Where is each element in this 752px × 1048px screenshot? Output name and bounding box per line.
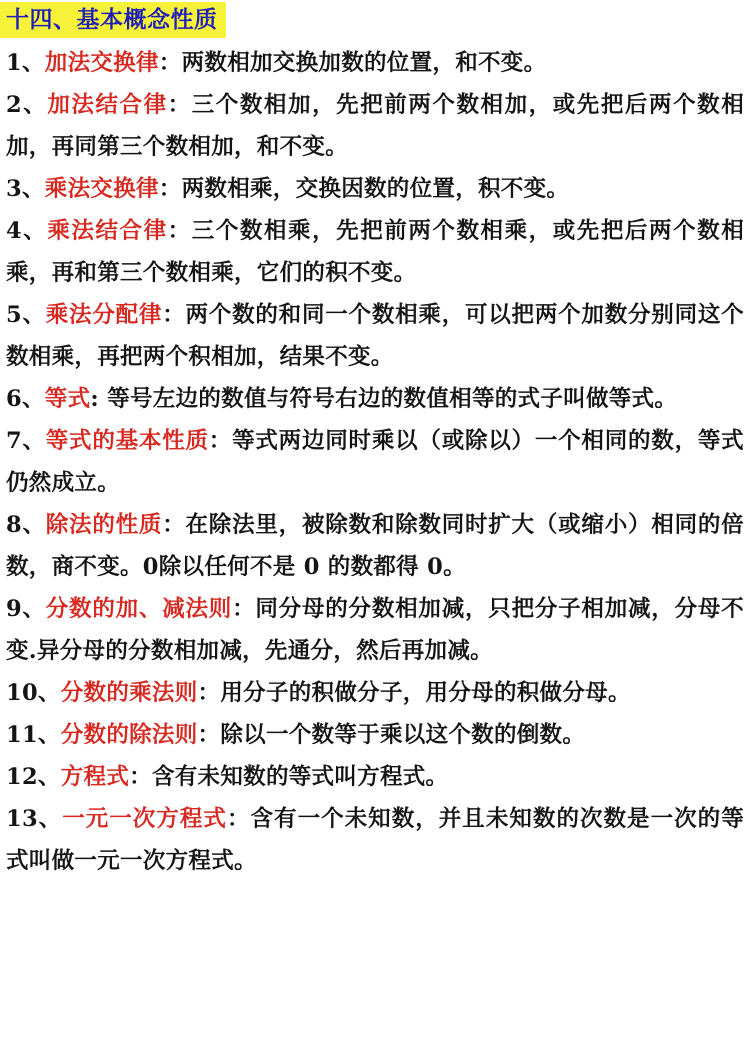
item-term: 乘法结合律 bbox=[47, 218, 168, 244]
item-colon: ： bbox=[167, 218, 192, 244]
item-term: 分数的加、减法则 bbox=[45, 596, 233, 622]
item-term: 加法交换律 bbox=[44, 50, 159, 76]
item-description: 两数相加交换加数的位置，和不变。 bbox=[181, 50, 547, 76]
item-separator: 、 bbox=[21, 218, 48, 244]
item-term: 乘法交换律 bbox=[44, 176, 159, 202]
item-colon: ： bbox=[197, 680, 221, 706]
item-term: 加法结合律 bbox=[47, 92, 168, 118]
list-item bbox=[6, 798, 744, 882]
list-item bbox=[6, 84, 744, 168]
list-item bbox=[6, 42, 744, 84]
list-item bbox=[6, 378, 744, 420]
item-separator: 、 bbox=[37, 806, 63, 832]
item-colon: ： bbox=[208, 428, 233, 454]
section-heading-wrap bbox=[0, 0, 226, 40]
list-item bbox=[6, 168, 744, 210]
item-number: 4 bbox=[6, 218, 22, 244]
item-colon: ： bbox=[226, 806, 251, 832]
item-separator: 、 bbox=[21, 176, 45, 202]
item-colon: ： bbox=[158, 176, 182, 202]
item-description: 含有未知数的等式叫方程式。 bbox=[151, 764, 449, 790]
item-separator: 、 bbox=[37, 722, 61, 748]
item-description: 两个数的和同一个数相乘，可以把两个加数分别同这个数相乘，再把两个积相加，结果不变。 bbox=[6, 302, 744, 370]
item-number: 7 bbox=[6, 428, 22, 454]
item-term: 等式的基本性质 bbox=[45, 428, 209, 454]
item-colon: : bbox=[90, 386, 108, 412]
item-separator: 、 bbox=[21, 302, 46, 328]
item-description: 除以一个数等于乘以这个数的倒数。 bbox=[220, 722, 586, 748]
item-separator: 、 bbox=[21, 596, 46, 622]
list-item bbox=[6, 756, 744, 798]
item-number: 8 bbox=[6, 512, 22, 538]
item-number: 10 bbox=[6, 680, 38, 706]
item-description: 同分母的分数相加减，只把分子相加减，分母不变.异分母的分数相加减，先通分，然后再加减。 bbox=[6, 596, 744, 664]
item-description: 等号左边的数值与符号右边的数值相等的式子叫做等式。 bbox=[107, 386, 678, 412]
list-item bbox=[6, 420, 744, 504]
item-separator: 、 bbox=[21, 50, 45, 76]
item-number: 11 bbox=[6, 722, 38, 748]
item-term: 分数的乘法则 bbox=[60, 680, 198, 706]
item-number: 13 bbox=[6, 806, 38, 832]
item-description: 用分子的积做分子，用分母的积做分母。 bbox=[220, 680, 631, 706]
item-number: 12 bbox=[6, 764, 38, 790]
section-title: 十四、基本概念性质 bbox=[0, 2, 226, 38]
item-description: 两数相乘，交换因数的位置，积不变。 bbox=[181, 176, 570, 202]
item-description: 含有一个未知数，并且未知数的次数是一次的等式叫做一元一次方程式。 bbox=[6, 806, 744, 874]
list-item bbox=[6, 210, 744, 294]
list-item bbox=[6, 504, 744, 588]
list-item bbox=[6, 588, 744, 672]
item-separator: 、 bbox=[21, 92, 48, 118]
concept-list bbox=[6, 42, 744, 882]
item-colon: ： bbox=[158, 50, 182, 76]
item-number: 2 bbox=[6, 92, 22, 118]
item-colon: ： bbox=[167, 92, 192, 118]
list-item bbox=[6, 714, 744, 756]
item-term: 分数的除法则 bbox=[60, 722, 198, 748]
item-separator: 、 bbox=[37, 764, 61, 790]
item-number: 1 bbox=[6, 50, 22, 76]
item-colon: ： bbox=[162, 302, 186, 328]
item-term: 除法的性质 bbox=[45, 512, 163, 538]
item-separator: 、 bbox=[37, 680, 61, 706]
item-number: 6 bbox=[6, 386, 22, 412]
item-colon: ： bbox=[129, 764, 152, 790]
item-colon: ： bbox=[162, 512, 186, 538]
list-item bbox=[6, 294, 744, 378]
item-description: 三个数相乘，先把前两个数相乘，或先把后两个数相乘，再和第三个数相乘，它们的积不变。 bbox=[6, 218, 744, 286]
item-number: 5 bbox=[6, 302, 22, 328]
item-colon: ： bbox=[232, 596, 256, 622]
item-term: 一元一次方程式 bbox=[62, 806, 227, 832]
item-term: 等式 bbox=[44, 386, 91, 412]
item-term: 乘法分配律 bbox=[45, 302, 163, 328]
item-separator: 、 bbox=[21, 386, 45, 412]
item-separator: 、 bbox=[21, 512, 46, 538]
item-term: 方程式 bbox=[60, 764, 130, 790]
item-description: 等式两边同时乘以（或除以）一个相同的数，等式仍然成立。 bbox=[6, 428, 744, 496]
list-item bbox=[6, 672, 744, 714]
item-number: 3 bbox=[6, 176, 22, 202]
item-separator: 、 bbox=[21, 428, 46, 454]
item-number: 9 bbox=[6, 596, 22, 622]
item-description: 在除法里，被除数和除数同时扩大（或缩小）相同的倍数，商不变。0除以任何不是 0 的数都得 0。 bbox=[6, 512, 744, 580]
item-description: 三个数相加，先把前两个数相加，或先把后两个数相加，再同第三个数相加，和不变。 bbox=[6, 92, 744, 160]
item-colon: ： bbox=[197, 722, 221, 748]
